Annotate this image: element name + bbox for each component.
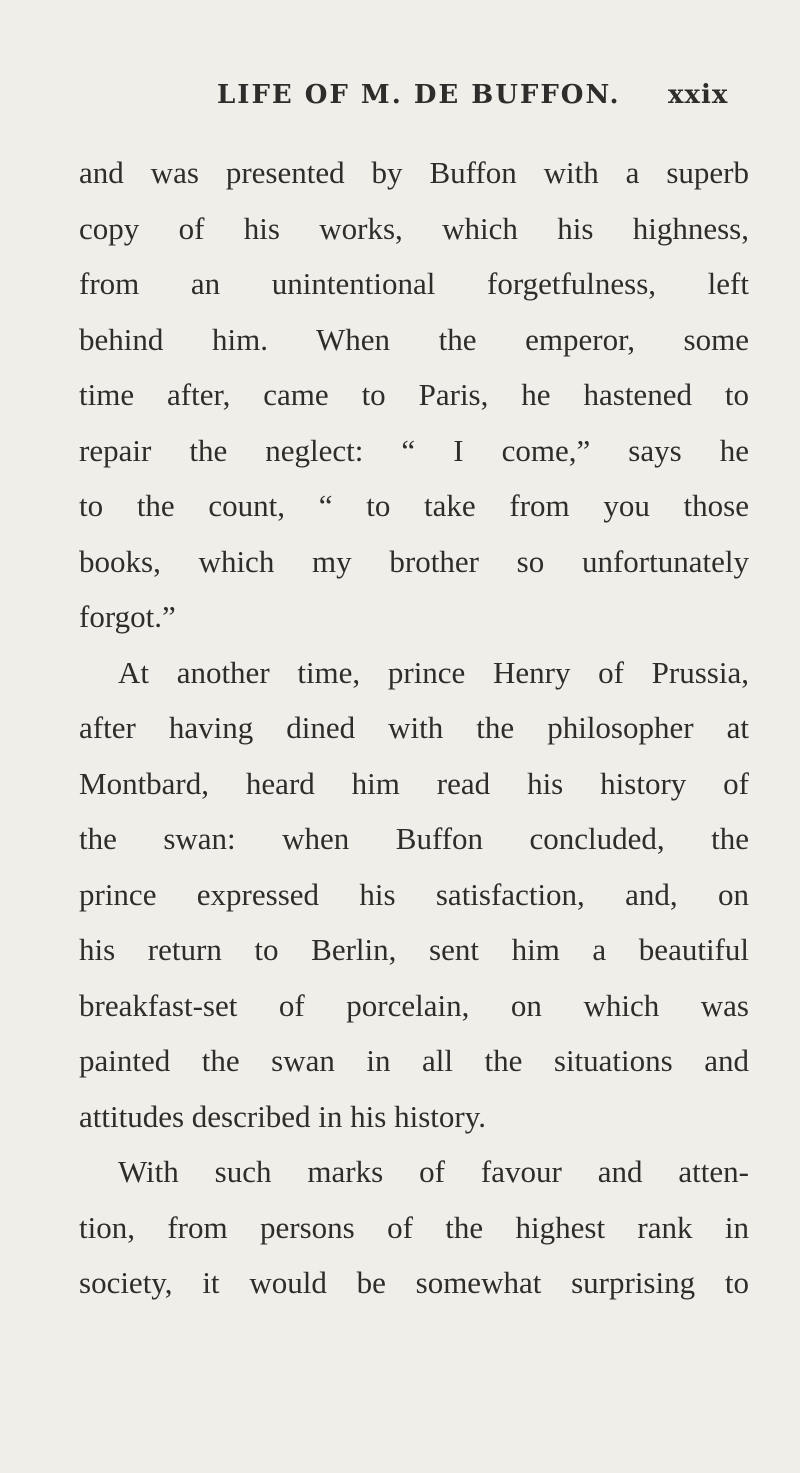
text-line: the swan: when Buffon concluded, the [79,821,749,856]
text-line: prince expressed his satisfaction, and, on [79,876,749,912]
text-line: after having dined with the philosopher at [79,710,749,745]
text-line: attitudes described in his history. [79,1098,486,1134]
text-line: breakfast-set of porcelain, on which was [79,987,749,1023]
text-line: society, it would be somewhat surprising to [79,1265,749,1300]
text-line: repair the neglect: “ I come,” says he [79,432,749,468]
page-header [0,70,800,110]
text-line: forgot.” [79,599,176,634]
text-line: books, which my brother so unfortunately [79,543,749,579]
paragraph-start-line: At another time, prince Henry of Prussia, [118,654,749,690]
running-head: LIFE OF M. DE BUFFON. [217,80,621,110]
text-line: from an unintentional forgetfulness, left [79,266,749,301]
text-line: tion, from persons of the highest rank in [79,1209,749,1245]
text-line: to the count, “ to take from you those [79,488,749,523]
text-line: Montbard, heard him read his history of [79,765,749,801]
text-line: his return to Berlin, sent him a beautiful [79,932,749,967]
text-line: copy of his works, which his highness, [79,210,749,246]
paragraph-start-line: With such marks of favour and atten- [118,1154,749,1189]
text-line: painted the swan in all the situations and [79,1043,749,1078]
body-text [79,145,749,1311]
text-line: time after, came to Paris, he hastened to [79,377,749,412]
text-line: behind him. When the emperor, some [79,321,749,357]
page-number: xxix [668,80,729,110]
text-line: and was presented by Buffon with a superb [79,155,749,190]
